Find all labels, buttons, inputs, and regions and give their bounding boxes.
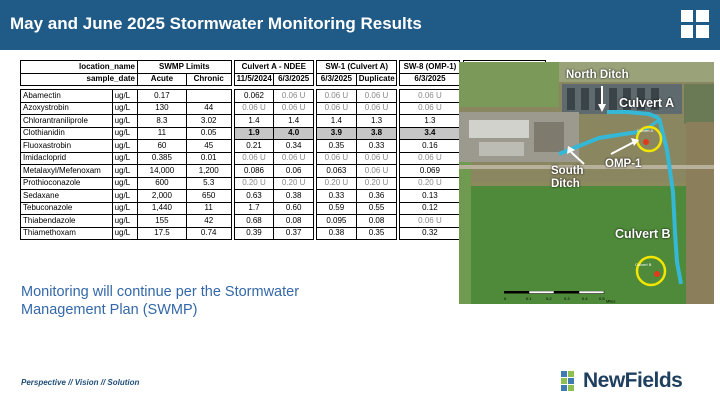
result-cell: 1.4 bbox=[317, 115, 357, 128]
scale-tick: 0 bbox=[504, 296, 507, 301]
footer-tagline: Perspective // Vision // Solution bbox=[21, 378, 140, 387]
analyte-name: Imidacloprid bbox=[21, 152, 113, 165]
result-cell: 0.08 bbox=[356, 215, 397, 228]
chronic-limit-cell: 0.01 bbox=[186, 152, 231, 165]
unit-cell: ug/L bbox=[112, 227, 137, 240]
result-cell: 0.13 bbox=[400, 190, 460, 203]
chronic-header: Chronic bbox=[186, 73, 231, 86]
result-cell: 0.60 bbox=[274, 202, 314, 215]
analyte-name: Azoxystrobin bbox=[21, 102, 113, 115]
result-cell: 1.4 bbox=[234, 115, 274, 128]
result-cell: 0.06 U bbox=[274, 90, 314, 103]
chronic-limit-cell: 3.02 bbox=[186, 115, 231, 128]
chronic-limit-cell: 1,200 bbox=[186, 165, 231, 178]
acute-limit-cell: 600 bbox=[138, 177, 187, 190]
result-cell: 0.06 U bbox=[400, 90, 460, 103]
result-cell: 0.37 bbox=[274, 227, 314, 240]
result-cell: 0.33 bbox=[317, 190, 357, 203]
unit-cell: ug/L bbox=[112, 115, 137, 128]
analyte-name: Clothianidin bbox=[21, 127, 113, 140]
acute-limit-cell: 11 bbox=[138, 127, 187, 140]
result-cell: 0.06 U bbox=[356, 152, 397, 165]
result-cell: 1.3 bbox=[400, 115, 460, 128]
acute-limit-cell: 60 bbox=[138, 140, 187, 153]
result-cell: 0.06 U bbox=[317, 90, 357, 103]
unit-cell: ug/L bbox=[112, 190, 137, 203]
unit-cell: ug/L bbox=[112, 102, 137, 115]
result-cell: 0.06 U bbox=[400, 215, 460, 228]
result-cell: 0.095 bbox=[317, 215, 357, 228]
result-cell: 0.38 bbox=[274, 190, 314, 203]
result-cell: 0.06 bbox=[274, 165, 314, 178]
culvert-a-label: Culvert A bbox=[619, 96, 675, 110]
acute-limit-cell: 0.17 bbox=[138, 90, 187, 103]
analyte-name: Thiamethoxam bbox=[21, 227, 113, 240]
chronic-limit-cell: 42 bbox=[186, 215, 231, 228]
result-cell: 1.4 bbox=[274, 115, 314, 128]
scale-unit: Miles bbox=[606, 298, 616, 303]
location-name-label: location_name bbox=[21, 61, 138, 74]
date-header: 6/3/2025 bbox=[317, 73, 357, 86]
result-cell: 0.06 U bbox=[400, 152, 460, 165]
result-cell: 0.12 bbox=[400, 202, 460, 215]
scale-tick: 0.3 bbox=[564, 296, 570, 301]
result-cell: 0.20 U bbox=[274, 177, 314, 190]
result-cell: 0.062 bbox=[234, 90, 274, 103]
analyte-name: Sedaxane bbox=[21, 190, 113, 203]
acute-limit-cell: 8.3 bbox=[138, 115, 187, 128]
chronic-limit-cell: 0.05 bbox=[186, 127, 231, 140]
site-aerial-map bbox=[459, 62, 714, 304]
chronic-limit-cell: 45 bbox=[186, 140, 231, 153]
result-cell: 3.9 bbox=[317, 127, 357, 140]
date-header: 11/5/2024 bbox=[234, 73, 274, 86]
chronic-limit-cell: 11 bbox=[186, 202, 231, 215]
acute-limit-cell: 130 bbox=[138, 102, 187, 115]
sw8-header: SW-8 (OMP-1) bbox=[400, 61, 460, 74]
result-cell: 0.06 U bbox=[274, 152, 314, 165]
result-cell: 3.8 bbox=[356, 127, 397, 140]
acute-limit-cell: 155 bbox=[138, 215, 187, 228]
result-cell: 0.06 U bbox=[400, 102, 460, 115]
result-cell: 0.63 bbox=[234, 190, 274, 203]
analyte-name: Metalaxyl/Mefenoxam bbox=[21, 165, 113, 178]
result-cell: 0.06 U bbox=[356, 102, 397, 115]
scale-tick: 0.1 bbox=[526, 296, 532, 301]
result-cell: 0.063 bbox=[317, 165, 357, 178]
result-cell: 0.069 bbox=[400, 165, 460, 178]
result-cell: 0.35 bbox=[317, 140, 357, 153]
result-cell: 0.32 bbox=[400, 227, 460, 240]
result-cell: 0.38 bbox=[317, 227, 357, 240]
result-cell: 0.06 U bbox=[234, 102, 274, 115]
culvert-a-header: Culvert A - NDEE bbox=[234, 61, 313, 74]
acute-limit-cell: 17.5 bbox=[138, 227, 187, 240]
result-cell: 0.06 U bbox=[317, 152, 357, 165]
result-cell: 0.68 bbox=[234, 215, 274, 228]
result-cell: 0.16 bbox=[400, 140, 460, 153]
monitoring-note: Monitoring will continue per the Stormwater Management Plan (SWMP) bbox=[21, 284, 300, 318]
result-cell: 0.20 U bbox=[400, 177, 460, 190]
acute-header: Acute bbox=[138, 73, 187, 86]
result-cell: 0.39 bbox=[234, 227, 274, 240]
result-cell: 0.55 bbox=[356, 202, 397, 215]
scale-tick: 0.2 bbox=[546, 296, 552, 301]
result-cell: 0.06 U bbox=[234, 152, 274, 165]
unit-cell: ug/L bbox=[112, 140, 137, 153]
result-cell: 0.20 U bbox=[234, 177, 274, 190]
chronic-limit-cell bbox=[186, 90, 231, 103]
logo-grid-icon bbox=[681, 10, 709, 38]
culvert-b-label: Culvert B bbox=[615, 227, 671, 241]
acute-limit-cell: 0.385 bbox=[138, 152, 187, 165]
slide-title: May and June 2025 Stormwater Monitoring Results bbox=[10, 14, 422, 33]
acute-limit-cell: 1,440 bbox=[138, 202, 187, 215]
chronic-limit-cell: 650 bbox=[186, 190, 231, 203]
result-cell: 1.9 bbox=[234, 127, 274, 140]
result-cell: 0.21 bbox=[234, 140, 274, 153]
unit-cell: ug/L bbox=[112, 127, 137, 140]
result-cell: 0.06 U bbox=[317, 102, 357, 115]
result-cell: 3.4 bbox=[400, 127, 460, 140]
map-scale-bar bbox=[502, 291, 622, 303]
unit-cell: ug/L bbox=[112, 202, 137, 215]
south-ditch-label: South Ditch bbox=[551, 165, 584, 190]
result-cell: 1.3 bbox=[356, 115, 397, 128]
unit-cell: ug/L bbox=[112, 90, 137, 103]
date-header: 6/3/2025 bbox=[274, 73, 314, 86]
unit-cell: ug/L bbox=[112, 177, 137, 190]
result-cell: 1.7 bbox=[234, 202, 274, 215]
unit-cell: ug/L bbox=[112, 165, 137, 178]
date-header: Duplicate bbox=[356, 73, 397, 86]
chronic-limit-cell: 0.74 bbox=[186, 227, 231, 240]
north-ditch-label: North Ditch bbox=[566, 69, 629, 81]
result-cell: 0.33 bbox=[356, 140, 397, 153]
analyte-name: Prothioconazole bbox=[21, 177, 113, 190]
chronic-limit-cell: 5.3 bbox=[186, 177, 231, 190]
result-cell: 0.36 bbox=[356, 190, 397, 203]
omp1-label: OMP-1 bbox=[605, 158, 642, 170]
sw1-header: SW-1 (Culvert A) bbox=[317, 61, 397, 74]
marker-a-label: Culvert A bbox=[637, 128, 654, 133]
result-cell: 0.06 U bbox=[356, 165, 397, 178]
title-bar bbox=[0, 0, 720, 50]
sample-date-label: sample_date bbox=[21, 73, 138, 86]
result-cell: 0.06 U bbox=[274, 102, 314, 115]
analyte-name: Abamectin bbox=[21, 90, 113, 103]
unit-cell: ug/L bbox=[112, 215, 137, 228]
acute-limit-cell: 14,000 bbox=[138, 165, 187, 178]
result-cell: 0.34 bbox=[274, 140, 314, 153]
acute-limit-cell: 2,000 bbox=[138, 190, 187, 203]
scale-tick: 0.5 bbox=[599, 296, 605, 301]
brand-name: NewFields bbox=[583, 369, 683, 392]
brand-mark-icon bbox=[561, 371, 581, 393]
date-header: 6/3/2025 bbox=[400, 73, 460, 86]
marker-b-label: Culvert B bbox=[635, 262, 652, 267]
swmp-limits-header: SWMP Limits bbox=[138, 61, 232, 74]
result-cell: 0.08 bbox=[274, 215, 314, 228]
result-cell: 0.086 bbox=[234, 165, 274, 178]
result-cell: 0.20 U bbox=[356, 177, 397, 190]
unit-cell: ug/L bbox=[112, 152, 137, 165]
analyte-name: Thiabendazole bbox=[21, 215, 113, 228]
chronic-limit-cell: 44 bbox=[186, 102, 231, 115]
scale-tick: 0.4 bbox=[582, 296, 588, 301]
analyte-name: Tebuconazole bbox=[21, 202, 113, 215]
result-cell: 4.0 bbox=[274, 127, 314, 140]
result-cell: 0.20 U bbox=[317, 177, 357, 190]
brand-logo bbox=[561, 369, 711, 395]
result-cell: 0.59 bbox=[317, 202, 357, 215]
result-cell: 0.35 bbox=[356, 227, 397, 240]
result-cell: 0.06 U bbox=[356, 90, 397, 103]
analyte-name: Fluoxastrobin bbox=[21, 140, 113, 153]
analyte-name: Chlorantraniliprole bbox=[21, 115, 113, 128]
